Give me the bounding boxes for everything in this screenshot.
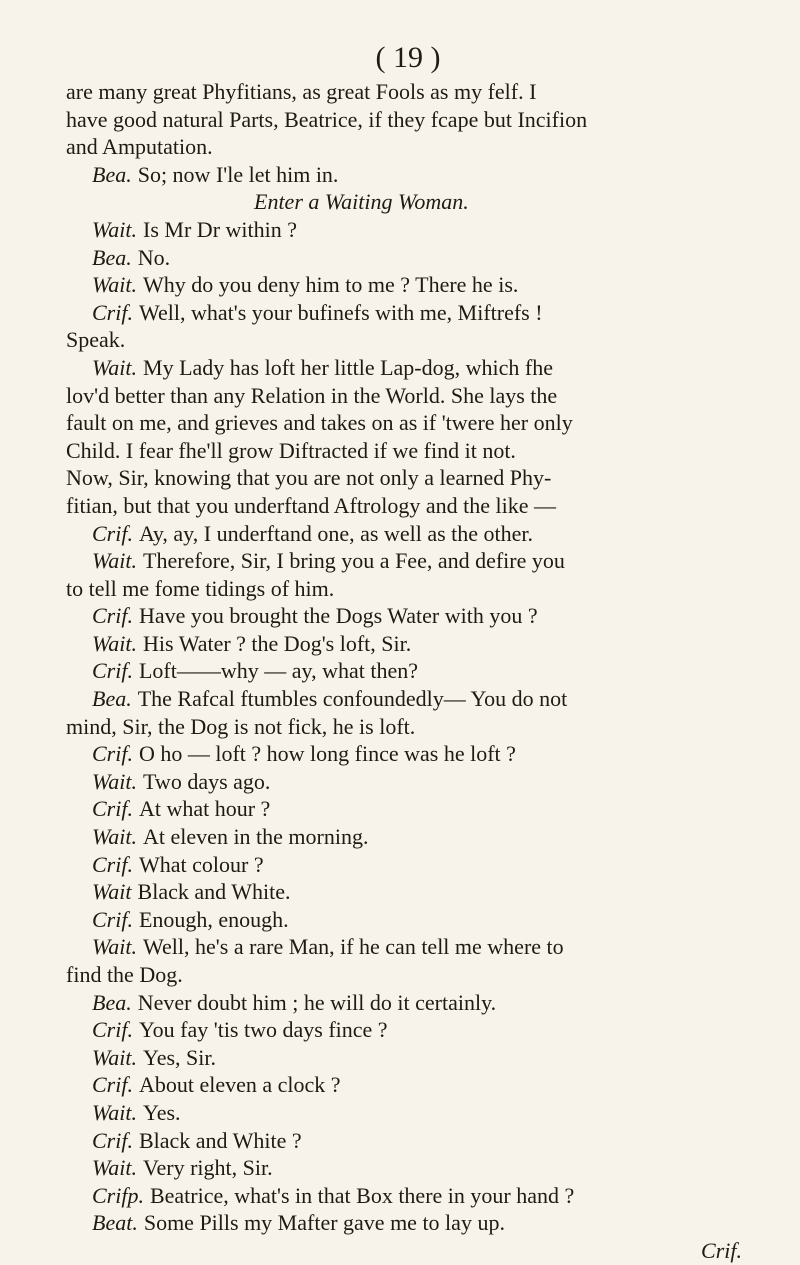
continuation-line [66,492,760,520]
stage-direction-text: Enter a Waiting Woman. [254,189,469,215]
continuation-line [66,713,760,741]
line-text: lov'd better than any Relation in the World. She lays the [66,382,558,408]
speech-text: Have you brought the Dogs Water with you ? [138,603,538,629]
speech-text: Very right, Sir. [143,1155,273,1181]
speaker-name: Bea. [92,989,132,1015]
line-text: fitian, but that you underftand Aftrology and the like — [66,492,557,518]
speaker-name: Wait. [92,548,138,574]
speech-text: Well, he's a rare Man, if he can tell me where to [143,934,564,960]
speech-line [66,602,760,630]
speech-line [66,520,760,548]
speaker-name: Wait. [92,768,138,794]
speech-text: At eleven in the morning. [143,824,369,850]
speech-text: Enough, enough. [138,906,289,932]
speech-line [66,299,760,327]
speech-line [66,933,760,961]
line-text: and Amputation. [66,134,213,160]
speech-line [66,1209,760,1237]
line-text: are many great Phyfitians, as great Fools as my felf. I [66,79,537,104]
speech-text: The Rafcal ftumbles confoundedly— You do not [137,686,568,712]
speaker-name: Wait. [92,934,138,960]
speaker-name: Wait. [92,216,138,242]
speech-line [66,878,760,906]
speech-line [66,823,760,851]
speaker-name: Bea. [92,244,132,270]
speaker-name: Crif. [92,906,133,932]
speech-line [66,851,760,879]
speaker-name: Bea. [92,161,132,187]
speech-text: Yes. [143,1099,181,1125]
speech-line [66,1016,760,1044]
page-number: ( 19 ) [375,41,441,74]
speech-text: Beatrice, what's in that Box there in your hand ? [149,1182,575,1208]
speech-text: O ho — loft ? how long fince was he loft ? [138,741,516,767]
speech-text: No. [137,244,171,270]
speech-line [66,161,760,189]
line-text: fault on me, and grieves and takes on as if 'twere her only [66,410,573,436]
line-text: find the Dog. [66,962,183,987]
continuation-line [66,575,760,603]
speaker-name: Crif. [92,1017,133,1043]
speech-line [66,1099,760,1127]
continuation-line [66,464,760,492]
catchword [66,1237,760,1265]
speaker-name: Wait. [92,354,138,380]
speech-line [66,547,760,575]
continuation-line [66,78,760,106]
speech-line [66,768,760,796]
catchword-text: Crif. [701,1237,742,1263]
speech-text: About eleven a clock ? [138,1072,341,1098]
line-text: have good natural Parts, Beatrice, if they fcape but Incifion [66,106,588,132]
speaker-name: Crif. [92,851,133,877]
speaker-name: Crifp. [92,1182,144,1208]
speech-text: Well, what's your bufinefs with me, Miftrefs ! [138,299,543,325]
speaker-name: Beat. [92,1210,138,1236]
speech-line [66,906,760,934]
speech-text: Is Mr Dr within ? [143,216,298,242]
continuation-line [66,326,760,354]
speech-line [66,740,760,768]
speaker-name: Wait. [92,630,138,656]
speech-text: Loft——why — ay, what then? [138,658,418,684]
line-text: to tell me fome tidings of him. [66,575,335,601]
speaker-name: Wait. [92,1099,138,1125]
continuation-line [66,961,760,989]
speaker-name: Crif. [92,796,133,822]
speaker-name: Wait. [92,824,138,850]
speech-text: Yes, Sir. [143,1044,217,1070]
continuation-line [66,106,760,134]
speech-line [66,216,760,244]
continuation-line [66,437,760,465]
speech-text: Black and White ? [138,1127,302,1153]
line-text: Child. I fear fhe'll grow Diftracted if we find it not. [66,437,516,463]
speaker-name: Wait [92,879,132,905]
speaker-name: Wait. [92,1044,138,1070]
speech-line [66,1182,760,1210]
speech-text: At what hour ? [138,796,271,822]
speaker-name: Crif. [92,658,133,684]
stage-direction [66,188,760,216]
speaker-name: Crif. [92,520,133,546]
speech-text: Some Pills my Mafter gave me to lay up. [143,1210,505,1236]
line-text: mind, Sir, the Dog is not fick, he is loft. [66,713,416,739]
speech-text: Never doubt him ; he will do it certainly. [137,989,497,1015]
line-text: Now, Sir, knowing that you are not only a learned Phy- [66,465,552,491]
speaker-name: Bea. [92,686,132,712]
speech-line [66,1071,760,1099]
speech-line [66,354,760,382]
speaker-name: Crif. [92,603,133,629]
speaker-name: Wait. [92,1155,138,1181]
speech-text: Ay, ay, I underftand one, as well as the other. [138,520,534,546]
page-text [66,78,760,1265]
speech-text: Black and White. [137,879,291,905]
speech-text: Therefore, Sir, I bring you a Fee, and defire you [143,548,565,574]
speech-line [66,1044,760,1072]
speaker-name: Wait. [92,272,138,298]
speech-line [66,989,760,1017]
speech-text: Two days ago. [143,768,271,794]
speech-line [66,795,760,823]
speech-line [66,1127,760,1155]
speaker-name: Crif. [92,299,133,325]
continuation-line [66,409,760,437]
line-text: Speak. [66,327,126,353]
speaker-name: Crif. [92,741,133,767]
speech-text: You fay 'tis two days fince ? [138,1017,388,1043]
speaker-name: Crif. [92,1072,133,1098]
continuation-line [66,382,760,410]
speaker-name: Crif. [92,1127,133,1153]
speech-text: So; now I'le let him in. [137,161,339,187]
speech-line [66,685,760,713]
continuation-line [66,133,760,161]
speech-text: What colour ? [138,851,264,877]
speech-line [66,1154,760,1182]
speech-text: His Water ? the Dog's loft, Sir. [143,630,412,656]
speech-line [66,244,760,272]
speech-line [66,630,760,658]
speech-text: My Lady has loft her little Lap-dog, which fhe [143,354,553,380]
speech-line [66,657,760,685]
speech-line [66,271,760,299]
speech-text: Why do you deny him to me ? There he is. [143,272,519,298]
